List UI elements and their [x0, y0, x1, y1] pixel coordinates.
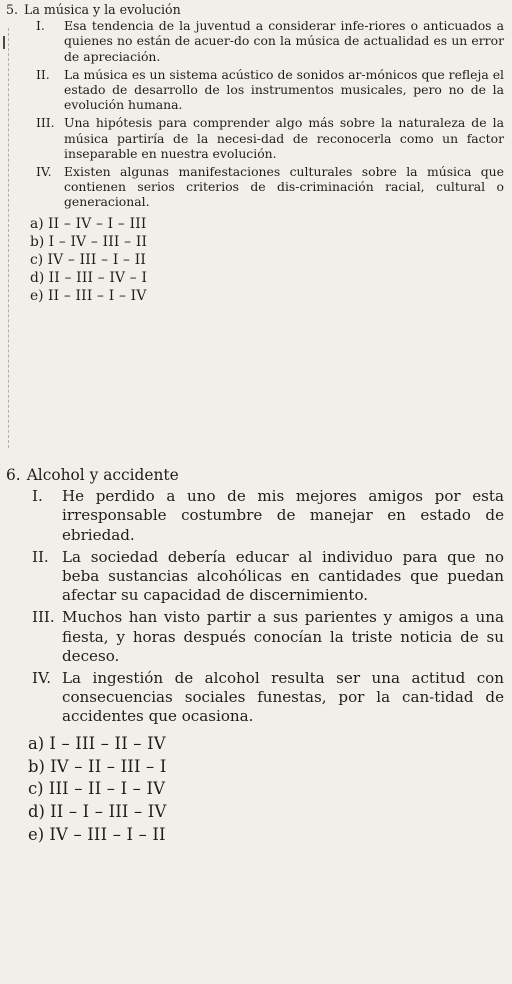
statement-iv: [36, 164, 504, 210]
statement-ii: [36, 67, 504, 113]
statement-ii: [32, 548, 504, 606]
statement-text: La música es un sistema acústico de sonidos ar-mónicos que refleja el estado de desarrollo de los instrumentos musicales, pero no de la evolución humana.: [64, 66, 504, 113]
answer-option-a[interactable]: [30, 215, 504, 233]
option-sequence: II – IV – I – III: [48, 215, 147, 232]
statement-number: IV.: [36, 164, 52, 180]
question-heading: La música y la evolución: [24, 2, 181, 17]
option-letter: b): [28, 756, 45, 776]
option-sequence: I – III – II – IV: [49, 733, 166, 753]
option-sequence: IV – III – I – II: [47, 252, 147, 269]
question-6: [6, 466, 504, 847]
option-sequence: I – IV – III – II: [48, 233, 148, 250]
option-letter: d): [30, 270, 45, 287]
option-sequence: III – II – I – IV: [48, 779, 166, 799]
statement-text: La ingestión de alcohol resulta ser una actitud con consecuencias sociales funestas, por la can-tidad de accidentes que ocasiona.: [62, 669, 504, 726]
option-sequence: II – III – I – IV: [47, 288, 147, 305]
question-title: [6, 2, 504, 17]
answer-options: [28, 733, 504, 848]
answer-option-b[interactable]: [30, 233, 504, 251]
statement-iv: [32, 669, 504, 727]
question-number: 6.: [6, 466, 21, 484]
option-letter: e): [28, 825, 45, 845]
statement-number: III.: [36, 115, 55, 131]
statement-iii: [32, 608, 504, 666]
option-sequence: II – I – III – IV: [50, 802, 167, 822]
statement-i: [32, 487, 504, 545]
option-letter: c): [28, 779, 44, 799]
statement-text: Esa tendencia de la juventud a considerar infe-riores o anticuados a quienes no están de acuer-do con la música de actualidad es un error de apreciación.: [64, 18, 504, 64]
answer-option-e[interactable]: [28, 824, 504, 847]
question-heading: Alcohol y accidente: [26, 466, 179, 484]
question-title: [6, 466, 504, 485]
answer-option-a[interactable]: [28, 733, 504, 756]
option-letter: b): [30, 233, 45, 250]
option-letter: a): [30, 215, 44, 232]
option-sequence: II – III – IV – I: [48, 270, 148, 287]
option-letter: d): [28, 802, 45, 822]
option-letter: c): [30, 252, 44, 269]
answer-option-d[interactable]: [30, 269, 504, 287]
option-letter: e): [30, 288, 44, 305]
option-sequence: IV – III – I – II: [49, 825, 166, 845]
statement-text: Muchos han visto partir a sus parientes y amigos a una fiesta, y horas después conocían la triste noticia de su deceso.: [62, 608, 504, 665]
statement-text: La sociedad debería educar al individuo para que no beba sustancias alcohólicas en cantidades que puedan afectar su capacidad de discernimiento.: [62, 547, 504, 605]
answer-option-b[interactable]: [28, 756, 504, 779]
option-sequence: IV – II – III – I: [50, 756, 167, 776]
statement-number: I.: [36, 18, 45, 34]
answer-option-e[interactable]: [30, 287, 504, 305]
question-5: [6, 2, 504, 306]
statement-number: III.: [32, 608, 55, 627]
answer-options: [30, 215, 504, 306]
answer-option-d[interactable]: [28, 801, 504, 824]
question-number: 5.: [6, 2, 19, 17]
option-letter: a): [28, 733, 45, 753]
answer-option-c[interactable]: [30, 251, 504, 269]
answer-option-c[interactable]: [28, 778, 504, 801]
statement-number: I.: [32, 487, 43, 506]
statement-iii: [36, 115, 504, 161]
statement-i: [36, 18, 504, 64]
statement-text: Existen algunas manifestaciones culturales sobre la música que contienen serios criterios de dis-criminación racial, cultural o generacional.: [64, 164, 504, 210]
statement-number: II.: [36, 66, 50, 82]
statement-text: Una hipótesis para comprender algo más sobre la naturaleza de la música partiría de la necesi-dad de reconocerla como un factor inseparable en nuestra evolución.: [64, 115, 504, 161]
statement-number: IV.: [32, 669, 52, 688]
margin-pen-mark: [3, 36, 5, 49]
statement-number: II.: [32, 547, 49, 566]
statement-text: He perdido a uno de mis mejores amigos por esta irresponsable costumbre de manejar en estado de ebriedad.: [62, 487, 504, 544]
